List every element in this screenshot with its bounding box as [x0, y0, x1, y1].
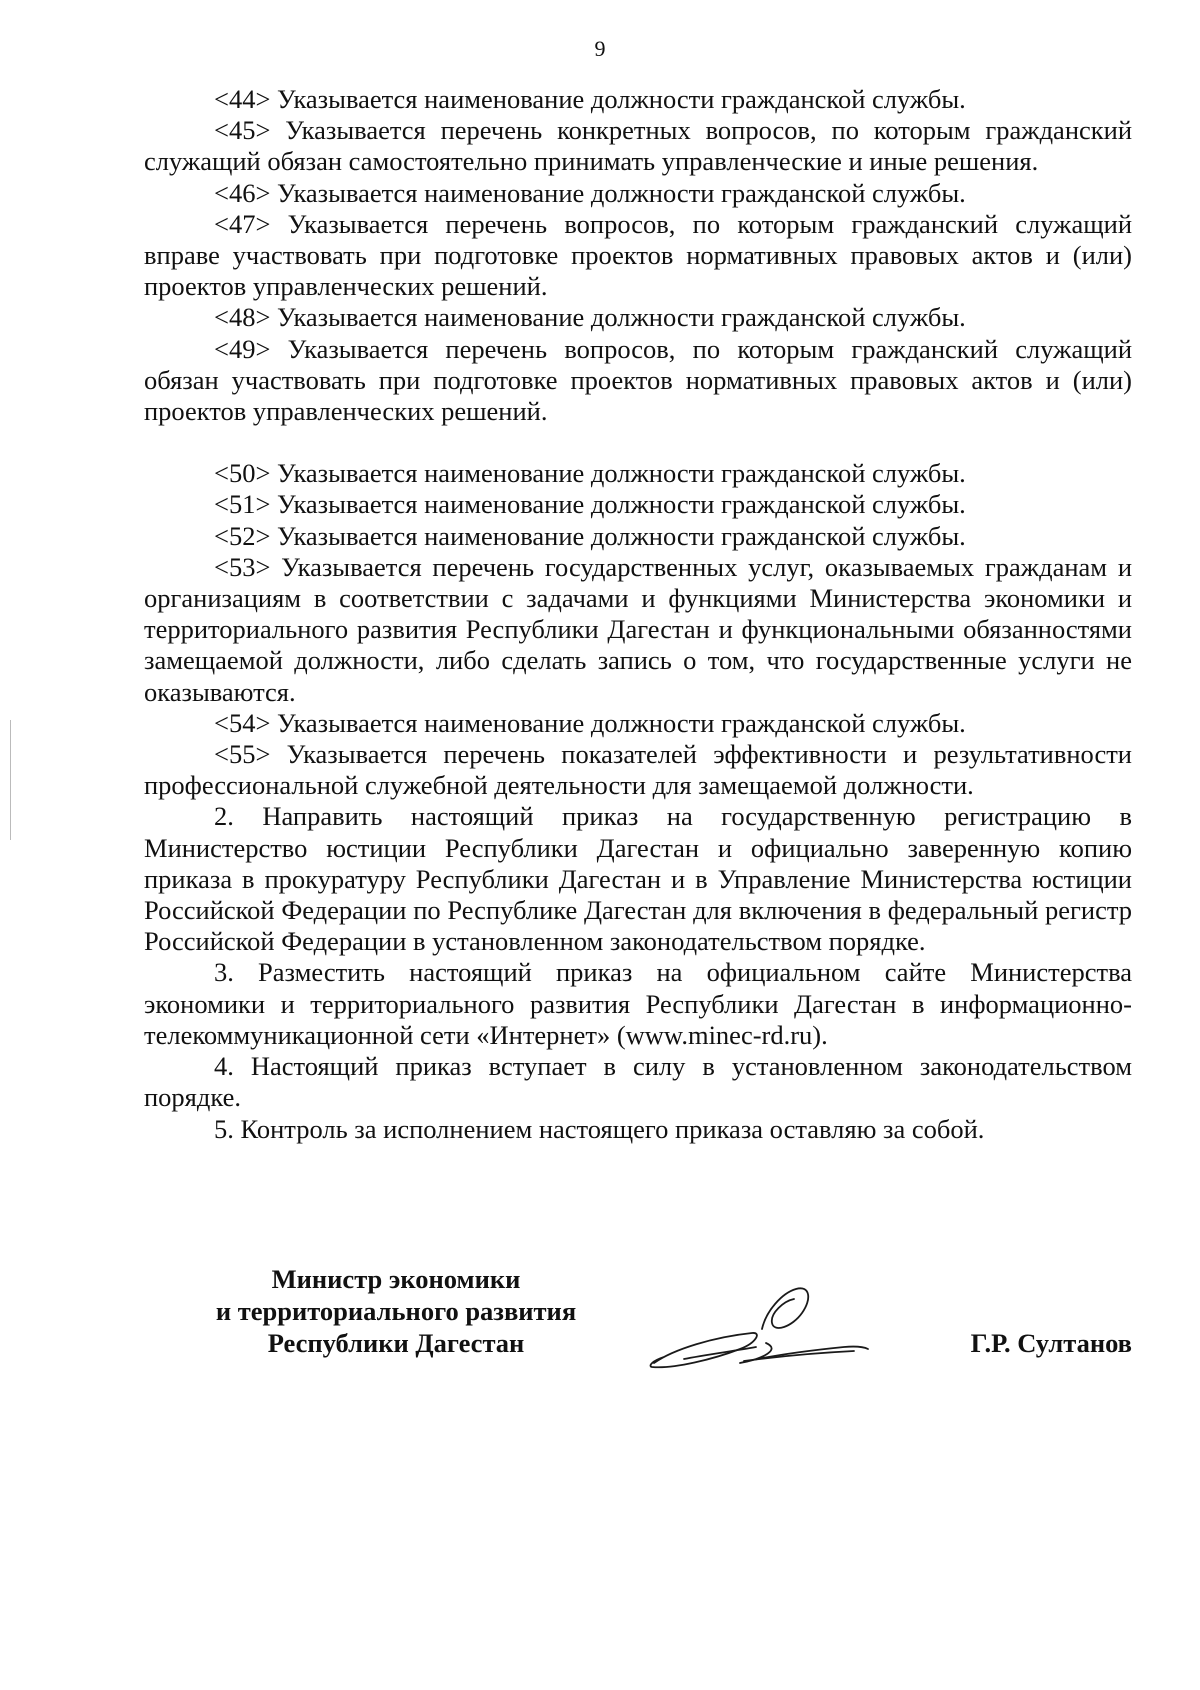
footnote-48: <48> Указывается наименование должности гражданской службы.	[214, 302, 966, 333]
signer-title-line: Республики Дагестан	[267, 1328, 525, 1358]
signer-title	[206, 1263, 586, 1359]
footnote-47: <47> Указывается перечень вопросов, по которым гражданский служащий вправе участвовать при подготовке проектов нормативных правовых актов и (или) проектов управленческих решений.	[144, 208, 1132, 302]
footnote-44: <44> Указывается наименование должности гражданской службы.	[214, 84, 966, 114]
signer-title-line: Министр экономики	[271, 1264, 521, 1294]
footnote-52: <52> Указывается наименование должности гражданской службы.	[214, 520, 966, 551]
order-item-3: 3. Разместить настоящий приказ на официальном сайте Министерства экономики и территориального развития Республики Дагестан в информационно-телекоммуникационной сети «Интернет» (www.minec-rd.ru).	[144, 957, 1132, 1050]
footnote-46: <46> Указывается наименование должности гражданской службы.	[214, 177, 966, 208]
signer-title-line: и территориального развития	[215, 1296, 577, 1326]
order-item-2: 2. Направить настоящий приказ на государственную регистрацию в Министерство юстиции Республики Дагестан и официально заверенную копию приказа в прокуратуру Республики Дагестан и в Управление Министерства юстиции Российской Федерации по Республике Дагестан для включения в федеральный регистр Российской Федерации в установленном законодательством порядке.	[144, 801, 1132, 957]
footnote-55: <55> Указывается перечень показателей эффективности и результативности профессиональной служебной деятельности для замещаемой должности.	[144, 739, 1132, 801]
signer-name: Г.Р. Султанов	[970, 1328, 1132, 1358]
signature-block	[144, 1263, 1132, 1413]
order-item-5: 5. Контроль за исполнением настоящего приказа оставляю за собой.	[214, 1113, 985, 1144]
footnote-50: <50> Указывается наименование должности гражданской службы.	[214, 458, 966, 489]
footnote-49: <49> Указывается перечень вопросов, по которым гражданский служащий обязан участвовать при подготовке проектов нормативных правовых актов и (или) проектов управленческих решений.	[144, 333, 1132, 427]
footnote-45: <45> Указывается перечень конкретных вопросов, по которым гражданский служащий обязан самостоятельно принимать управленческие и иные решения.	[144, 115, 1132, 177]
page-number: 9	[594, 36, 606, 61]
footnote-51: <51> Указывается наименование должности гражданской службы.	[214, 489, 966, 520]
footnote-54: <54> Указывается наименование должности гражданской службы.	[214, 707, 966, 738]
handwritten-signature	[644, 1271, 874, 1381]
scan-artifact-line	[10, 720, 11, 840]
footnote-53: <53> Указывается перечень государственных услуг, оказываемых гражданам и организациям в соответствии с задачами и функциями Министерства экономики и территориального развития Республики Дагестан и функциональными обязанностями замещаемой должности, либо сделать запись о том, что государственные услуги не оказываются.	[144, 551, 1132, 707]
order-item-4: 4. Настоящий приказ вступает в силу в установленном законодательством порядке.	[144, 1051, 1132, 1113]
document-body	[144, 84, 1132, 1145]
